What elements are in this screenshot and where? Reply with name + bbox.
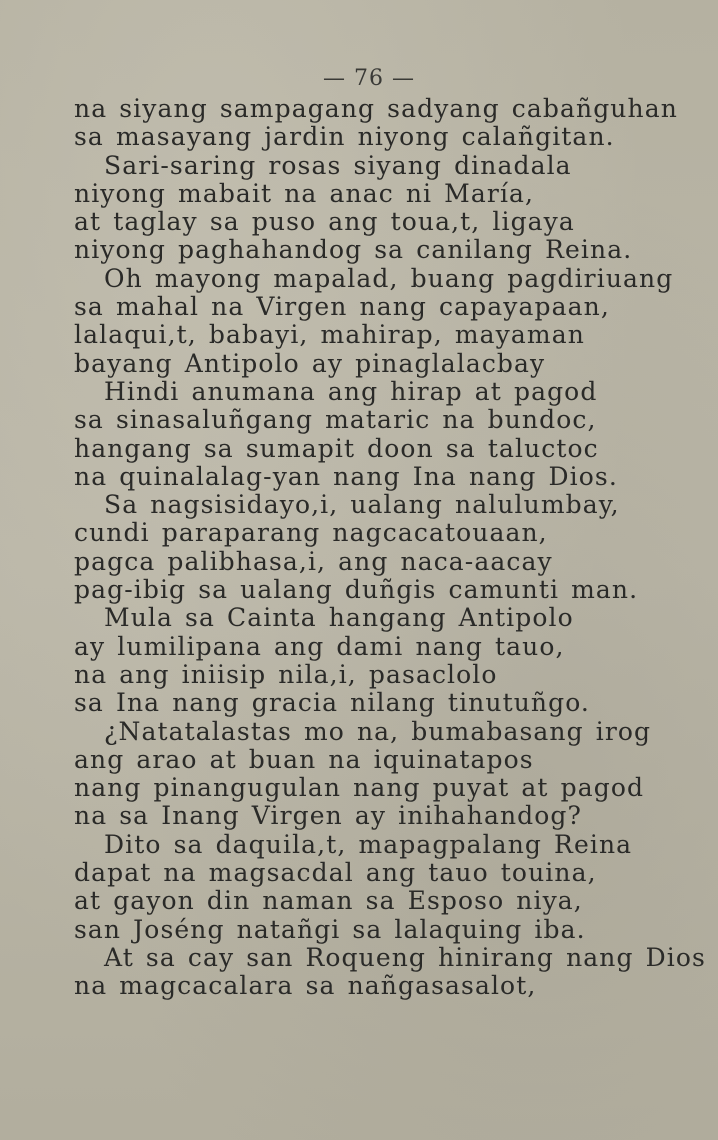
text-line: pagca palibhasa,i, ang naca-aacay (74, 546, 553, 576)
text-line: na magcacalara sa nañgasasalot, (74, 971, 537, 1001)
text-line: niyong mabait na anac ni María, (74, 178, 535, 208)
text-line: sa mahal na Virgen nang capayapaan, (74, 292, 610, 322)
text-line: nang pinangugulan nang puyat at pagod (74, 773, 645, 803)
text-line: na sa Inang Virgen ay inihahandog? (74, 801, 583, 831)
text-line: ¿Natatalastas mo na, bumabasang irog (104, 716, 652, 746)
text-line: san Joséng natañgi sa lalaquing iba. (74, 914, 586, 944)
text-line: niyong paghahandog sa canilang Reina. (74, 235, 633, 265)
text-line: ay lumilipana ang dami nang tauo, (74, 631, 565, 661)
text-line: sa Ina nang gracia nilang tinutuñgo. (74, 688, 590, 718)
text-line: hangang sa sumapit doon sa taluctoc (74, 433, 599, 463)
poem-text-block (74, 94, 706, 1001)
text-line: na ang iniisip nila,i, pasaclolo (74, 659, 498, 689)
text-line: at taglay sa puso ang toua,t, ligaya (74, 207, 575, 237)
text-line: sa sinasaluñgang mataric na bundoc, (74, 405, 597, 435)
text-line: sa masayang jardin niyong calañgitan. (74, 122, 615, 152)
text-line: dapat na magsacdal ang tauo touina, (74, 858, 597, 888)
text-line: cundi paraparang nagcacatouaan, (74, 518, 548, 548)
text-line: Hindi anumana ang hirap at pagod (104, 376, 598, 406)
text-line: Sari-saring rosas siyang dinadala (104, 150, 572, 180)
text-line: na quinalalag-yan nang Ina nang Dios. (74, 461, 618, 491)
text-line: pag-ibig sa ualang duñgis camunti man. (74, 575, 639, 605)
text-line: Sa nagsisidayo,i, ualang nalulumbay, (104, 490, 620, 520)
text-line: Oh mayong mapalad, buang pagdiriuang (104, 263, 674, 293)
text-line: na siyang sampagang sadyang cabañguhan (74, 94, 678, 123)
text-line: lalaqui,t, babayi, mahirap, mayaman (74, 320, 585, 350)
text-line: Dito sa daquila,t, mapagpalang Reina (104, 829, 633, 859)
text-line: At sa cay san Roqueng hinirang nang Dios (104, 942, 706, 972)
page-number: — 76 — (323, 66, 415, 91)
text-line: at gayon din naman sa Esposo niya, (74, 886, 583, 916)
text-line: bayang Antipolo ay pinaglalacbay (74, 348, 546, 378)
text-line: Mula sa Cainta hangang Antipolo (104, 603, 574, 633)
text-line: ang arao at buan na iquinatapos (74, 744, 534, 774)
